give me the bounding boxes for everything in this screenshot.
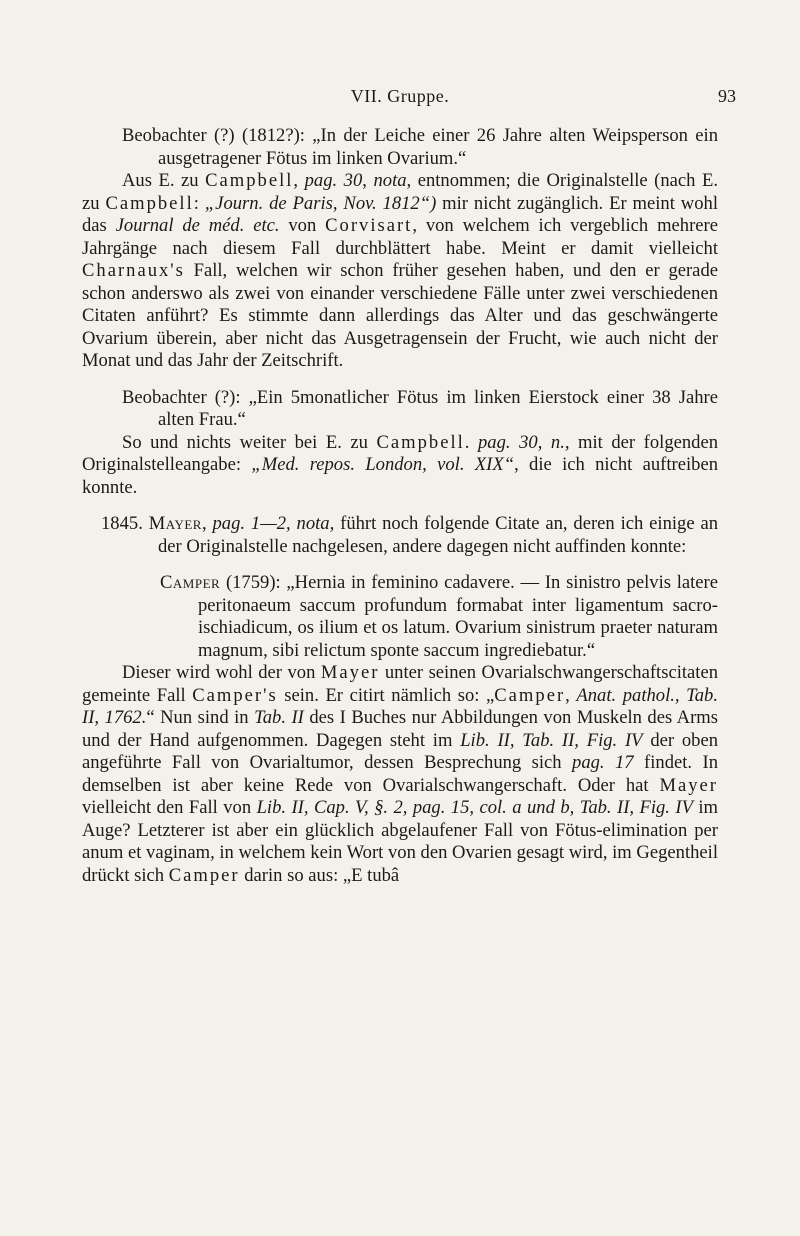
body-text <box>82 125 718 887</box>
quote-paragraph: Camper (1759): „Hernia in feminino cadavere. — In sinistro pelvis latere peritonaeum saccum profundum formabat inter ligamentum sacro-ischiadicum, os ilium et os latum. Ovarium sinistrum praeter naturam magnum, sibi relictum sponte saccum ingrediebatur.“ <box>160 572 718 661</box>
running-header <box>0 86 800 110</box>
citation: pag. 1—2, nota, <box>212 513 335 534</box>
citation: Lib. II, Cap. V, §. 2, pag. 15, col. a und b, Tab. II, Fig. IV <box>256 797 693 818</box>
quote-paragraph: Beobachter (?) (1812?): „In der Leiche einer 26 Jahre alten Weipsperson ein ausgetragener Fötus im linken Ovarium.“ <box>122 125 718 169</box>
text-paragraph: Dieser wird wohl der von Mayer unter seinen Ovarialschwangerschaftscitaten gemeinte Fall Camper's sein. Er citirt nämlich so: „Camper, Anat. pathol., Tab. II, 1762.“ Nun sind in Tab. II des I Buches nur Abbildungen von Muskeln des Arms und der Hand aufgenommen. Dagegen steht im Lib. II, Tab. II, Fig. IV der oben angeführte Fall von Ovarialtumor, dessen Besprechung sich pag. 17 findet. In demselben ist aber keine Rede von Ovarialschwangerschaft. Oder hat Mayer vielleicht den Fall von Lib. II, Cap. V, §. 2, pag. 15, col. a und b, Tab. II, Fig. IV im Auge? Letzterer ist aber ein glücklich abgelaufener Fall von Fötus-elimination per anum et vaginam, in welchem kein Wort von den Ovarien gesagt wird, im Gegentheil drückt sich Camper darin so aus: „E tubâ <box>82 662 718 886</box>
author-name: Corvisart <box>325 215 413 236</box>
citation: pag. 30 <box>478 431 538 453</box>
citation: Journal de méd. etc. <box>115 215 280 236</box>
citation: „Med. repos. London, vol. XIX“ <box>251 454 515 475</box>
citation: Lib. II, Tab. II, Fig. IV <box>460 729 643 751</box>
author-name: Campbell <box>205 170 294 191</box>
author-name: Charnaux's <box>82 260 185 281</box>
author-name: Camper <box>160 572 221 593</box>
author-name: Camper <box>494 684 566 706</box>
quote-paragraph: Beobachter (?): „Ein 5monatlicher Fötus im linken Eierstock einer 38 Jahre alten Frau.“ <box>122 386 718 430</box>
chapter-heading: VII. Gruppe. <box>350 86 450 106</box>
page-number: 93 <box>718 86 736 106</box>
author-name: Mayer <box>148 513 202 534</box>
text-paragraph: So und nichts weiter bei E. zu Campbell. pag. 30, n., mit der folgenden Originalstelleangabe: „Med. repos. London, vol. XIX“, die ich nicht auftreiben konnte. <box>82 431 719 498</box>
citation: pag. 17 <box>572 752 634 773</box>
author-name: Mayer <box>659 774 718 796</box>
citation: nota, <box>373 170 412 191</box>
author-name: Mayer <box>320 662 380 683</box>
author-name: Camper <box>168 864 240 886</box>
text-paragraph: Aus E. zu Campbell, pag. 30, nota, entnommen; die Originalstelle (nach E. zu Campbell: „Journ. de Paris, Nov. 1812“) mir nicht zugänglich. Er meint wohl das Journal de méd. etc. von Corvisart, von welchem ich vergeblich mehrere Jahrgänge nach diesem Fall durchblättert habe. Meint er damit vielleicht Charnaux's Fall, welchen wir schon früher gesehen haben, und den er gerade schon anderswo als zwei von einander verschiedene Fälle unter zwei verschiedenen Citaten anführt? Es stimmte dann allerdings das Alter und das geschwängerte Ovarium überein, aber nicht das Ausgetragensein der Frucht, wie auch nicht der Monat und das Jahr der Zeitschrift. <box>82 170 719 371</box>
citation: „Journ. de Paris, Nov. 1812“) <box>204 192 437 214</box>
author-name: Campbell <box>376 431 465 453</box>
citation: pag. 30 <box>304 170 363 191</box>
entry-paragraph: 1845. Mayer, pag. 1—2, nota, führt noch folgende Citate an, deren ich einige an der Originalstelle nachgelesen, andere dagegen nicht auffinden konnte: <box>101 513 719 557</box>
citation: n., <box>550 431 570 453</box>
author-name: Campbell <box>105 192 194 214</box>
author-name: Camper's <box>192 684 278 706</box>
citation: Anat. pathol., Tab. II, 1762. <box>82 684 718 728</box>
citation: Tab. II <box>254 707 304 728</box>
